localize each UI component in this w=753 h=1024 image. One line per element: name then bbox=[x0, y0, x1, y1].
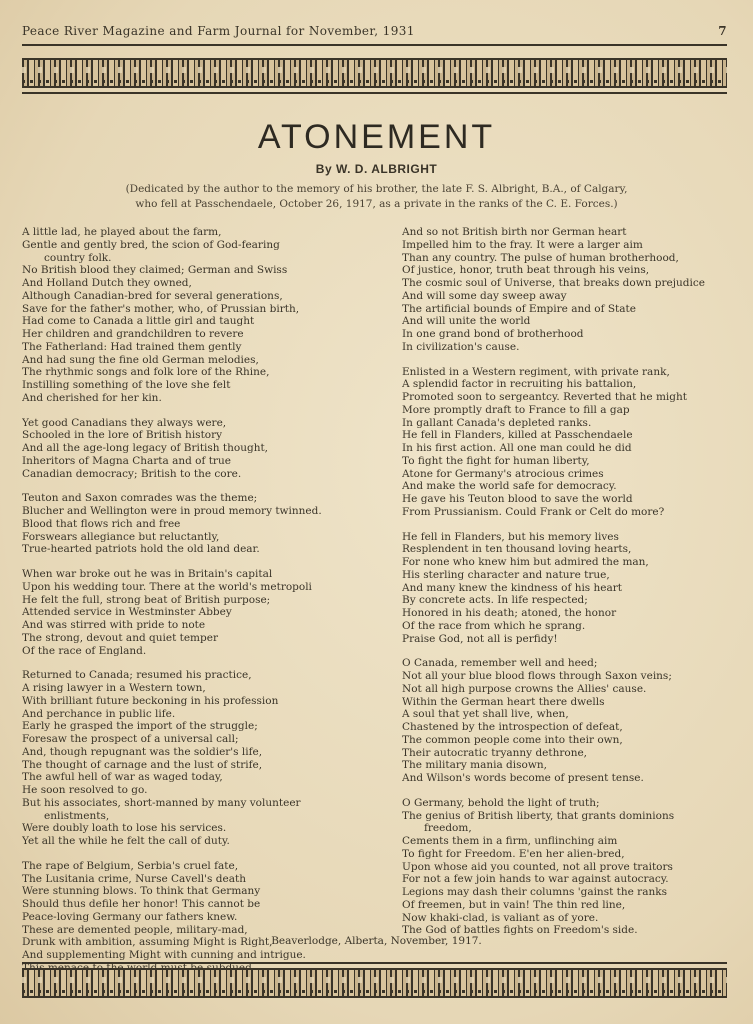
poem-line: The God of battles fights on Freedom's side. bbox=[402, 924, 638, 937]
poem-line: freedom, bbox=[424, 822, 472, 835]
poem-line: To fight the fight for human liberty, bbox=[402, 454, 590, 467]
stanza bbox=[402, 226, 742, 354]
poem-line: Atone for Germany's atrocious crimes bbox=[402, 467, 604, 480]
poem-line: Inheritors of Magna Charta and of true bbox=[22, 454, 231, 467]
poem-line: And all the age-long legacy of British thought, bbox=[22, 442, 269, 454]
poem-line: Yet all the while he felt the call of duty. bbox=[22, 835, 230, 847]
poem-line: Impelled him to the fray. It were a larger aim bbox=[402, 238, 643, 251]
poem-line: Blucher and Wellington were in proud memory twinned. bbox=[22, 505, 322, 517]
poem-line: And make the world safe for democracy. bbox=[402, 480, 617, 493]
poem-line: These are demented people, military-mad, bbox=[22, 923, 248, 936]
decorative-border-top bbox=[22, 58, 727, 88]
poem-line: To fight for Freedom. E'en her alien-bred, bbox=[402, 847, 625, 860]
poem-line: Attended service in Westminster Abbey bbox=[22, 606, 232, 619]
poem-line: Chastened by the introspection of defeat, bbox=[402, 721, 623, 733]
poem-line: Canadian democracy; British to the core. bbox=[22, 467, 242, 480]
poem-line: And, though repugnant was the soldier's life, bbox=[22, 745, 263, 758]
poem-line: His sterling character and nature true, bbox=[402, 568, 610, 581]
poem-line: Resplendent in ten thousand loving hearts, bbox=[402, 543, 632, 556]
poem-line: Should thus defile her honor! This cannot be bbox=[22, 898, 261, 910]
stanza bbox=[22, 492, 362, 556]
poem-line: With brilliant future beckoning in his profession bbox=[22, 694, 279, 707]
poem-line: Although Canadian-bred for several generations, bbox=[22, 289, 283, 302]
poem-line: Praise God, not all is perfidy! bbox=[402, 632, 558, 645]
poem-line: A soul that yet shall live, when, bbox=[402, 708, 569, 721]
poem-line: The artificial bounds of Empire and of State bbox=[402, 302, 636, 315]
poem-line: Were doubly loath to lose his services. bbox=[22, 822, 227, 835]
poem-line: Of freemen, but in vain! The thin red line, bbox=[402, 898, 626, 911]
poem-line: Blood that flows rich and free bbox=[22, 517, 181, 530]
poem-line: The awful hell of war as waged today, bbox=[22, 771, 223, 784]
poem-line: More promptly draft to France to fill a gap bbox=[402, 403, 630, 416]
poem-line: And cherished for her kin. bbox=[22, 391, 162, 404]
poem-line: O Germany, behold the light of truth; bbox=[402, 796, 600, 809]
dedication-line: (Dedicated by the author to the memory of his brother, the late F. S. Albright, B.A., of Calgary, bbox=[125, 183, 628, 195]
poem-line: Promoted soon to sergeantcy. Reverted that he might bbox=[402, 391, 687, 403]
poem-line: No British blood they claimed; German and Swiss bbox=[22, 264, 288, 277]
poem-column-left bbox=[22, 226, 362, 1012]
poem-line: Not all high purpose crowns the Allies' cause. bbox=[402, 682, 647, 695]
poem-line: Early he grasped the import of the struggle; bbox=[22, 720, 258, 733]
poem-line: Foresaw the prospect of a universal call; bbox=[22, 733, 239, 745]
publication-title: Peace River Magazine and Farm Journal for November, 1931 bbox=[22, 24, 415, 38]
poem-line: In civilization's cause. bbox=[402, 340, 520, 353]
stanza bbox=[22, 568, 362, 657]
poem-line: He gave his Teuton blood to save the world bbox=[402, 493, 633, 505]
poem-line: He fell in Flanders, but his memory lives bbox=[402, 530, 619, 543]
poem-line: In his first action. All one man could he did bbox=[402, 442, 632, 454]
poem-line: Of the race of England. bbox=[22, 644, 147, 657]
poem-line: Teuton and Saxon comrades was the theme; bbox=[22, 492, 258, 505]
poem-line: The thought of carnage and the lust of strife, bbox=[22, 758, 263, 771]
poem-line: Upon whose aid you counted, not all prove traitors bbox=[402, 860, 673, 873]
poem-line: He felt the full, strong beat of British purpose; bbox=[22, 593, 271, 606]
poem-line: The strong, devout and quiet temper bbox=[22, 631, 218, 644]
poem-line: Peace-loving Germany our fathers knew. bbox=[22, 910, 238, 923]
stanza bbox=[402, 531, 742, 646]
poem-line: When war broke out he was in Britain's capital bbox=[22, 568, 273, 580]
poem-line: For not a few join hands to war against autocracy. bbox=[402, 873, 669, 886]
poem-line: And supplementing Might with cunning and intrigue. bbox=[22, 949, 306, 961]
stanza bbox=[22, 669, 362, 848]
poem-line: And will some day sweep away bbox=[402, 289, 567, 302]
poem-line: A splendid factor in recruiting his battalion, bbox=[402, 378, 637, 391]
poem-line: country folk. bbox=[44, 251, 112, 264]
poem-line: The Lusitania crime, Nurse Cavell's death bbox=[22, 872, 246, 885]
page-number: 7 bbox=[718, 24, 727, 38]
stanza bbox=[402, 366, 742, 519]
poem-line: Enlisted in a Western regiment, with private rank, bbox=[402, 365, 670, 378]
poem-line: Drunk with ambition, assuming Might is Right, bbox=[22, 936, 273, 949]
poem-line: Were stunning blows. To think that Germany bbox=[22, 885, 261, 898]
header-rule bbox=[22, 44, 727, 46]
poem-line: Her children and grandchildren to revere bbox=[22, 328, 244, 340]
stanza bbox=[22, 226, 362, 405]
poem-line: The military mania disown, bbox=[402, 759, 547, 772]
poem-line: Honored in his death; atoned, the honor bbox=[402, 607, 617, 619]
poem-line: The common people come into their own, bbox=[402, 733, 623, 746]
poem-line: Gentle and gently bred, the scion of God-fearing bbox=[22, 238, 280, 251]
poem-line: A little lad, he played about the farm, bbox=[22, 226, 222, 238]
poem-line: Legions may dash their columns 'gainst the ranks bbox=[402, 886, 667, 898]
poem-line: Now khaki-clad, is valiant as of yore. bbox=[402, 911, 599, 924]
footer-rule bbox=[22, 962, 727, 964]
running-head bbox=[22, 24, 727, 40]
poem-line: Had come to Canada a little girl and taught bbox=[22, 315, 255, 328]
poem-line: Their autocratic tryanny dethrone, bbox=[402, 746, 588, 759]
poem-line: A rising lawyer in a Western town, bbox=[22, 682, 206, 694]
poem-line: enlistments, bbox=[44, 809, 110, 822]
poem-line: And was stirred with pride to note bbox=[22, 619, 206, 631]
decorative-border-bottom bbox=[22, 968, 727, 998]
stanza bbox=[402, 797, 742, 937]
poem-line: Forswears allegiance but reluctantly, bbox=[22, 530, 220, 543]
poem-line: And Wilson's words become of present tense. bbox=[402, 772, 644, 784]
poem-line: Returned to Canada; resumed his practice, bbox=[22, 669, 252, 682]
poem-line: Save for the father's mother, who, of Prussian birth, bbox=[22, 302, 300, 315]
poem-line: True-hearted patriots hold the old land dear. bbox=[22, 543, 260, 556]
poem-line: Yet good Canadians they always were, bbox=[22, 416, 227, 429]
poem-signoff: Beaverlodge, Alberta, November, 1917. bbox=[271, 935, 482, 947]
header-rule-lower bbox=[22, 92, 727, 94]
poem-line: In gallant Canada's depleted ranks. bbox=[402, 416, 592, 429]
poem-line: Than any country. The pulse of human brotherhood, bbox=[402, 251, 679, 264]
poem-line: Within the German heart there dwells bbox=[402, 695, 605, 708]
poem-line: And Holland Dutch they owned, bbox=[22, 277, 192, 289]
poem-line: O Canada, remember well and heed; bbox=[402, 657, 598, 670]
poem-line: Of the race from which he sprang. bbox=[402, 619, 586, 632]
poem-line: By concrete acts. In life respected; bbox=[402, 594, 588, 607]
poem-line: For none who knew him but admired the man, bbox=[402, 556, 649, 568]
poem-line: He fell in Flanders, killed at Passchendaele bbox=[402, 429, 633, 442]
poem-line: The Fatherland: Had trained them gently bbox=[22, 340, 242, 353]
poem-line: And many knew the kindness of his heart bbox=[402, 581, 623, 594]
dedication bbox=[80, 182, 673, 212]
stanza bbox=[22, 417, 362, 481]
poem-title: ATONEMENT bbox=[257, 118, 496, 156]
poem-line: But his associates, short-manned by many volunteer bbox=[22, 796, 301, 809]
poem-line: And perchance in public life. bbox=[22, 707, 176, 720]
poem-line: Cements them in a firm, unflinching aim bbox=[402, 835, 618, 847]
poem-line: And had sung the fine old German melodies, bbox=[22, 353, 259, 366]
poem-line: Upon his wedding tour. There at the world's metropoli bbox=[22, 580, 312, 593]
poem-line: Not all your blue blood flows through Saxon veins; bbox=[402, 670, 672, 682]
poem-line: In one grand bond of brotherhood bbox=[402, 328, 584, 340]
poem-line: Schooled in the lore of British history bbox=[22, 429, 223, 442]
poem-line: The cosmic soul of Universe, that breaks down prejudice bbox=[402, 277, 705, 289]
dedication-line: who fell at Passchendaele, October 26, 1917, as a private in the ranks of the C. E. Forces.) bbox=[135, 198, 618, 210]
stanza bbox=[402, 657, 742, 785]
poem-line: The rape of Belgium, Serbia's cruel fate, bbox=[22, 859, 239, 872]
poem-line: He soon resolved to go. bbox=[22, 784, 148, 796]
poem-line: From Prussianism. Could Frank or Celt do more? bbox=[402, 505, 665, 518]
poem-byline: By W. D. ALBRIGHT bbox=[315, 162, 438, 176]
poem-column-right bbox=[402, 226, 742, 949]
poem-line: Instilling something of the love she felt bbox=[22, 379, 231, 391]
poem-line: The rhythmic songs and folk lore of the Rhine, bbox=[22, 366, 270, 379]
poem-line: Of justice, honor, truth beat through his veins, bbox=[402, 264, 650, 277]
poem-line: The genius of British liberty, that grants dominions bbox=[402, 809, 675, 822]
poem-line: And so not British birth nor German heart bbox=[402, 226, 627, 238]
poem-line: And will unite the world bbox=[402, 315, 531, 328]
